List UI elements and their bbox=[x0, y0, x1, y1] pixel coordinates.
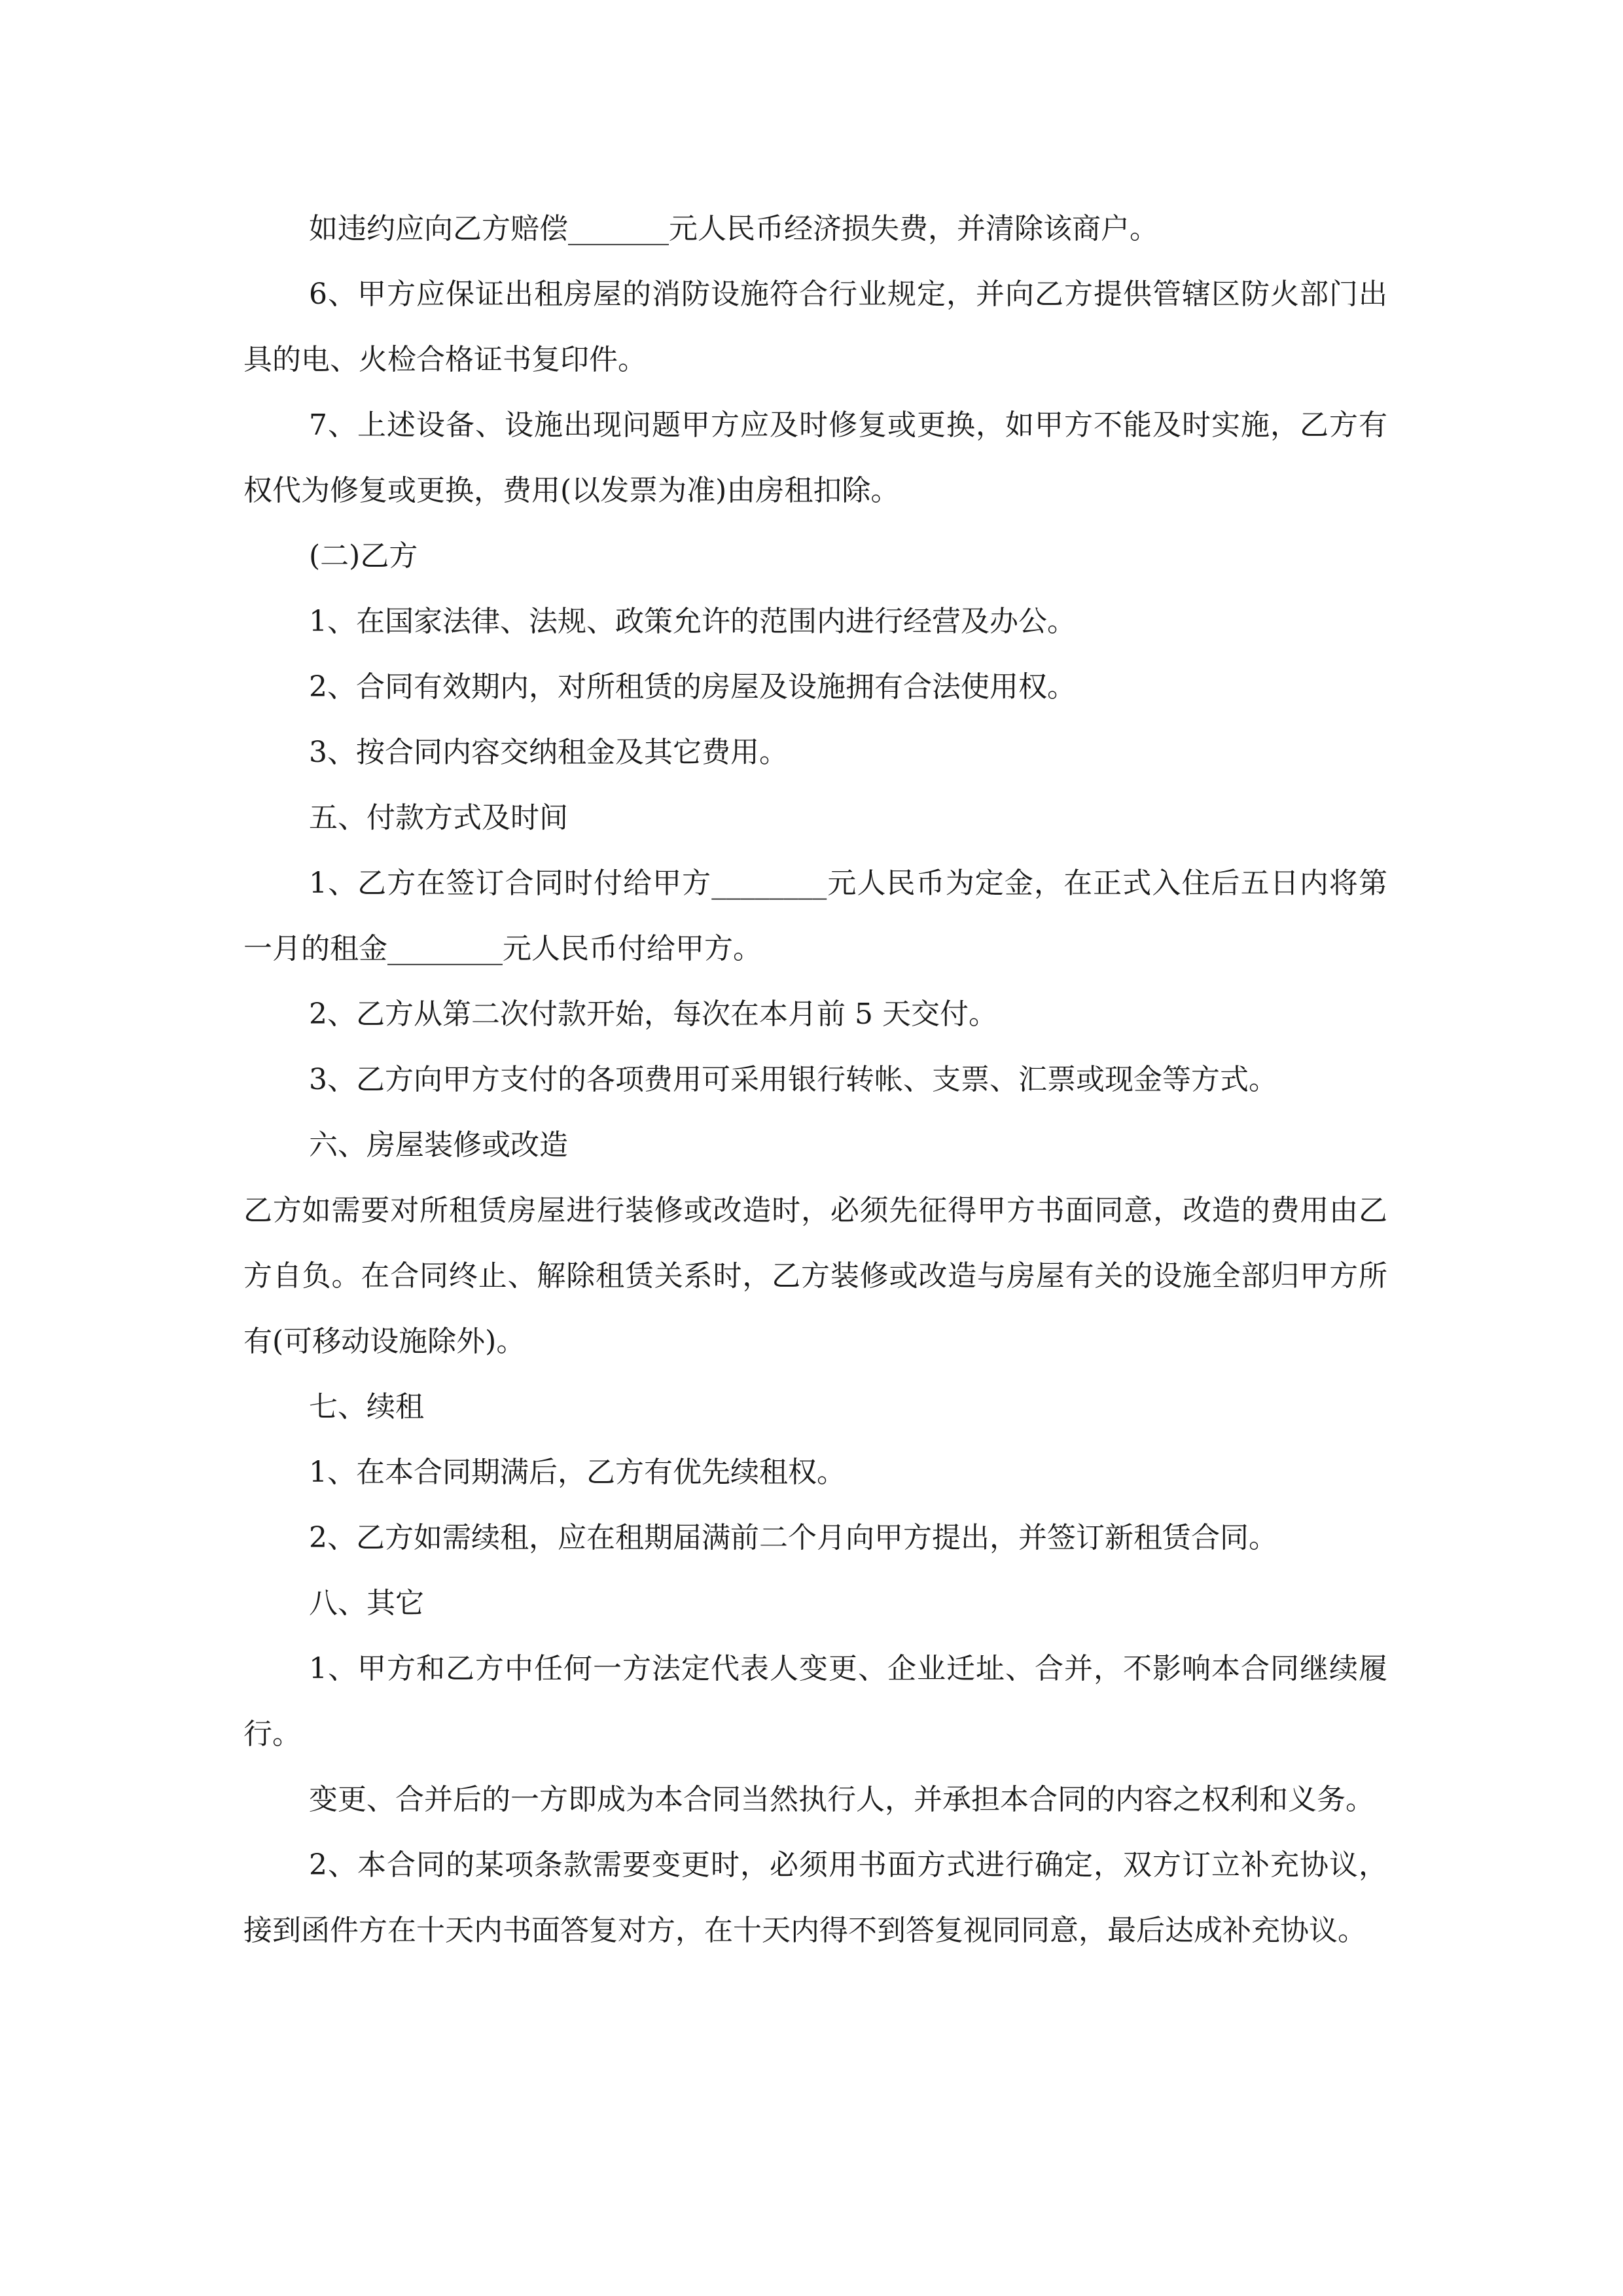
section-other-heading: 八、其它 bbox=[309, 1587, 424, 1620]
paragraph-amendment: 2、本合同的某项条款需要变更时，必须用书面方式进行确定，双方订立补充协议，接到函件方在十天内书面答复对方，在十天内得不到答复视同同意，最后达成补充协议。 bbox=[243, 1848, 1387, 1947]
paragraph-party-b-business: 1、在国家法律、法规、政策允许的范围内进行经营及办公。 bbox=[309, 605, 1076, 638]
section-renewal-heading: 七、续租 bbox=[309, 1390, 424, 1424]
paragraph-renewal-priority: 1、在本合同期满后，乙方有优先续租权。 bbox=[309, 1456, 846, 1489]
section-renovation-heading: 六、房屋装修或改造 bbox=[309, 1128, 568, 1162]
section-party-b-heading: (二)乙方 bbox=[309, 539, 418, 573]
paragraph-payment-schedule: 2、乙方从第二次付款开始，每次在本月前 5 天交付。 bbox=[309, 997, 997, 1031]
paragraph-deposit: 1、乙方在签订合同时付给甲方________元人民币为定金，在正式入住后五日内将第一月的租金________元人民币付给甲方。 bbox=[243, 867, 1387, 965]
section-payment-heading: 五、付款方式及时间 bbox=[309, 801, 568, 834]
paragraph-breach-compensation: 如违约应向乙方赔偿_______元人民币经济损失费，并清除该商户。 bbox=[309, 212, 1158, 245]
paragraph-renewal-notice: 2、乙方如需续租，应在租期届满前二个月向甲方提出，并签订新租赁合同。 bbox=[309, 1521, 1277, 1554]
paragraph-renovation-terms: 乙方如需要对所租赁房屋进行装修或改造时，必须先征得甲方书面同意，改造的费用由乙方自负。在合同终止、解除租赁关系时，乙方装修或改造与房屋有关的设施全部归甲方所有(可移动设施除外)。 bbox=[243, 1194, 1387, 1358]
document-body bbox=[243, 196, 1387, 1964]
paragraph-party-b-usage-right: 2、合同有效期内，对所租赁的房屋及设施拥有合法使用权。 bbox=[309, 670, 1076, 704]
paragraph-party-b-rent: 3、按合同内容交纳租金及其它费用。 bbox=[309, 736, 788, 769]
paragraph-merger-successor: 变更、合并后的一方即成为本合同当然执行人，并承担本合同的内容之权利和义务。 bbox=[309, 1783, 1374, 1816]
paragraph-payment-methods: 3、乙方向甲方支付的各项费用可采用银行转帐、支票、汇票或现金等方式。 bbox=[309, 1063, 1277, 1096]
paragraph-equipment-repair: 7、上述设备、设施出现问题甲方应及时修复或更换，如甲方不能及时实施，乙方有权代为修复或更换，费用(以发票为准)由房租扣除。 bbox=[243, 408, 1387, 507]
paragraph-fire-safety: 6、甲方应保证出租房屋的消防设施符合行业规定，并向乙方提供管辖区防火部门出具的电、火检合格证书复印件。 bbox=[243, 278, 1387, 376]
paragraph-representative-change: 1、甲方和乙方中任何一方法定代表人变更、企业迁址、合并，不影响本合同继续履行。 bbox=[243, 1652, 1387, 1751]
